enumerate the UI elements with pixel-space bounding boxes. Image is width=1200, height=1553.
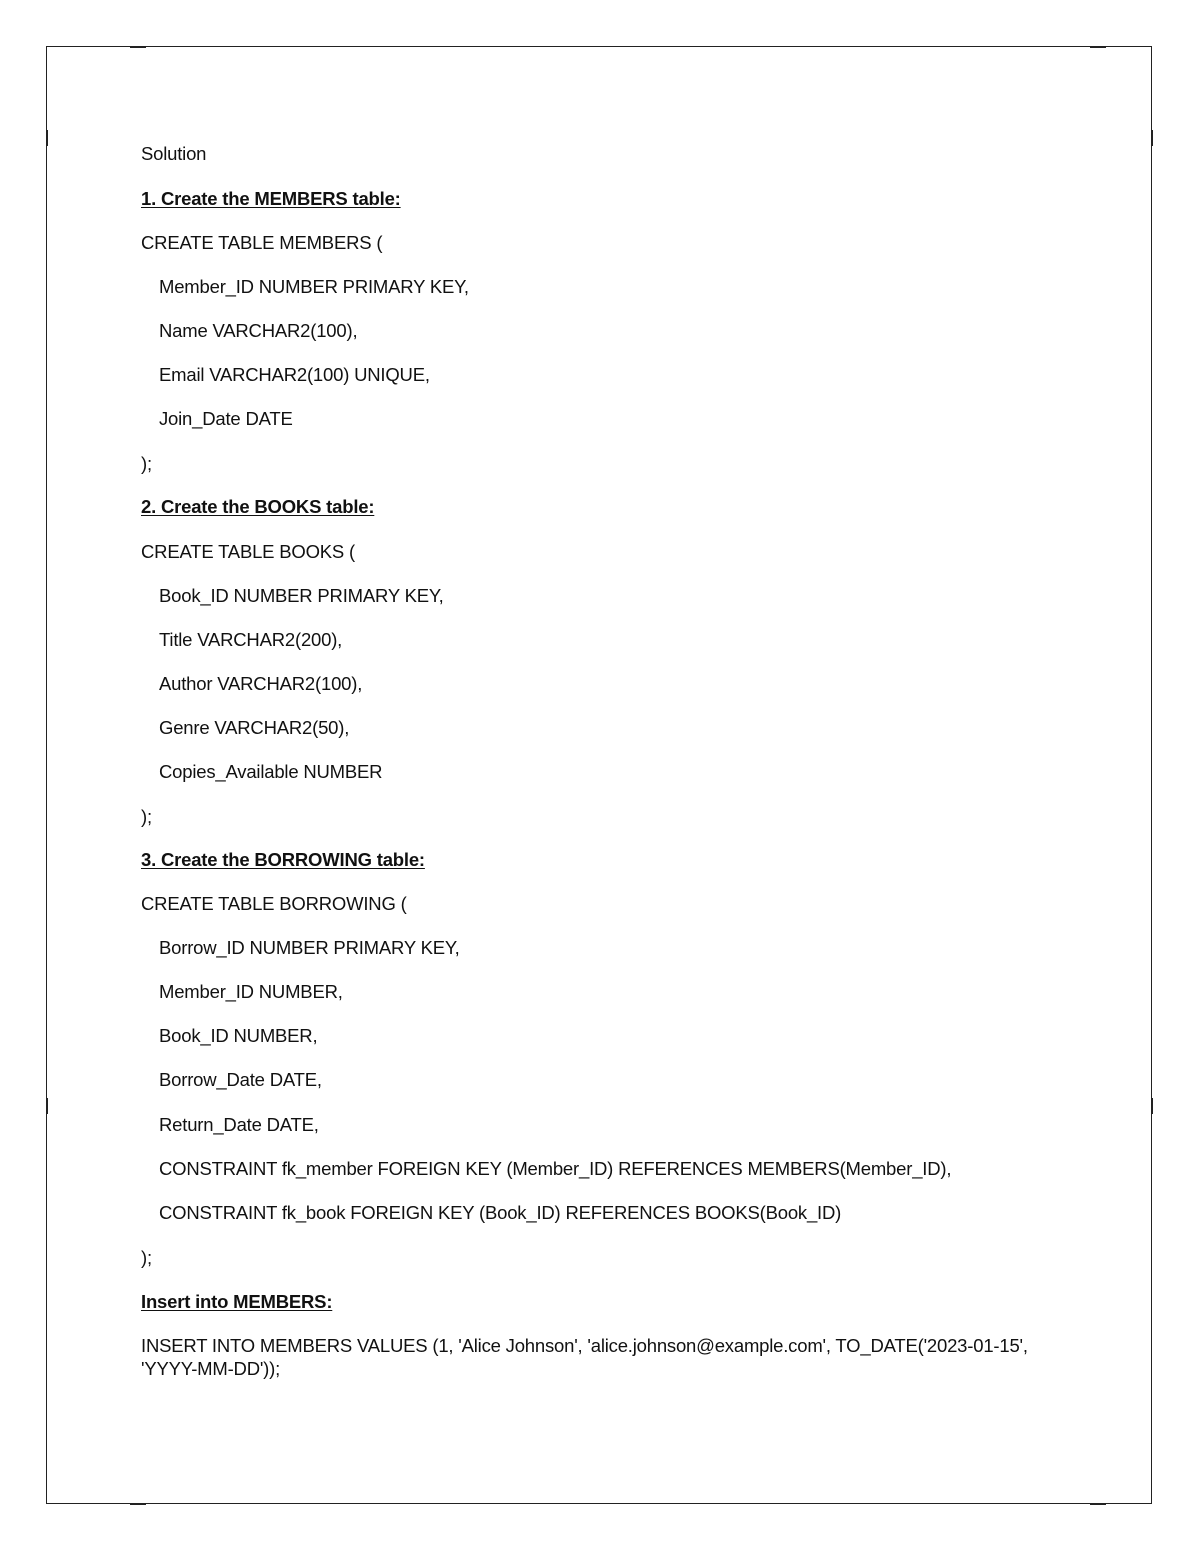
section-heading-borrowing: 3. Create the BORROWING table:: [141, 849, 425, 870]
crop-mark: [1151, 1098, 1153, 1114]
sql-column-definition: Join_Date DATE: [159, 408, 293, 429]
crop-mark: [130, 46, 146, 48]
sql-column-definition: Author VARCHAR2(100),: [159, 673, 363, 694]
section-heading-books: 2. Create the BOOKS table:: [141, 496, 375, 517]
sql-close-statement: );: [141, 806, 152, 827]
crop-mark: [1151, 130, 1153, 146]
sql-column-definition: Member_ID NUMBER,: [159, 981, 343, 1002]
sql-column-definition: Book_ID NUMBER PRIMARY KEY,: [159, 585, 444, 606]
sql-constraint-definition: CONSTRAINT fk_book FOREIGN KEY (Book_ID) REFERENCES BOOKS(Book_ID): [159, 1202, 842, 1223]
section-heading-members: 1. Create the MEMBERS table:: [141, 188, 401, 209]
sql-column-definition: Email VARCHAR2(100) UNIQUE,: [159, 364, 430, 385]
crop-mark: [46, 1098, 48, 1114]
sql-column-definition: Name VARCHAR2(100),: [159, 320, 358, 341]
sql-column-definition: Borrow_Date DATE,: [159, 1069, 322, 1090]
sql-close-statement: );: [141, 1247, 152, 1268]
crop-mark: [1090, 46, 1106, 48]
sql-column-definition: Member_ID NUMBER PRIMARY KEY,: [159, 276, 469, 297]
sql-column-definition: Borrow_ID NUMBER PRIMARY KEY,: [159, 937, 460, 958]
sql-close-statement: );: [141, 453, 152, 474]
sql-column-definition: Title VARCHAR2(200),: [159, 629, 343, 650]
crop-mark: [46, 130, 48, 146]
crop-mark: [1090, 1503, 1106, 1505]
sql-create-statement: CREATE TABLE BORROWING (: [141, 893, 407, 914]
sql-column-definition: Genre VARCHAR2(50),: [159, 717, 350, 738]
sql-create-statement: CREATE TABLE BOOKS (: [141, 541, 355, 562]
sql-insert-statement: INSERT INTO MEMBERS VALUES (1, 'Alice Johnson', 'alice.johnson@example.com', TO_DATE('2023-01-15', 'YYYY-MM-DD'));: [141, 1335, 1028, 1379]
crop-mark: [130, 1503, 146, 1505]
sql-column-definition: Book_ID NUMBER,: [159, 1025, 318, 1046]
sql-create-statement: CREATE TABLE MEMBERS (: [141, 232, 383, 253]
document-title: Solution: [141, 143, 207, 164]
sql-column-definition: Return_Date DATE,: [159, 1114, 319, 1135]
sql-constraint-definition: CONSTRAINT fk_member FOREIGN KEY (Member_ID) REFERENCES MEMBERS(Member_ID),: [159, 1158, 952, 1179]
section-heading-insert: Insert into MEMBERS:: [141, 1291, 333, 1312]
sql-column-definition: Copies_Available NUMBER: [159, 761, 383, 782]
